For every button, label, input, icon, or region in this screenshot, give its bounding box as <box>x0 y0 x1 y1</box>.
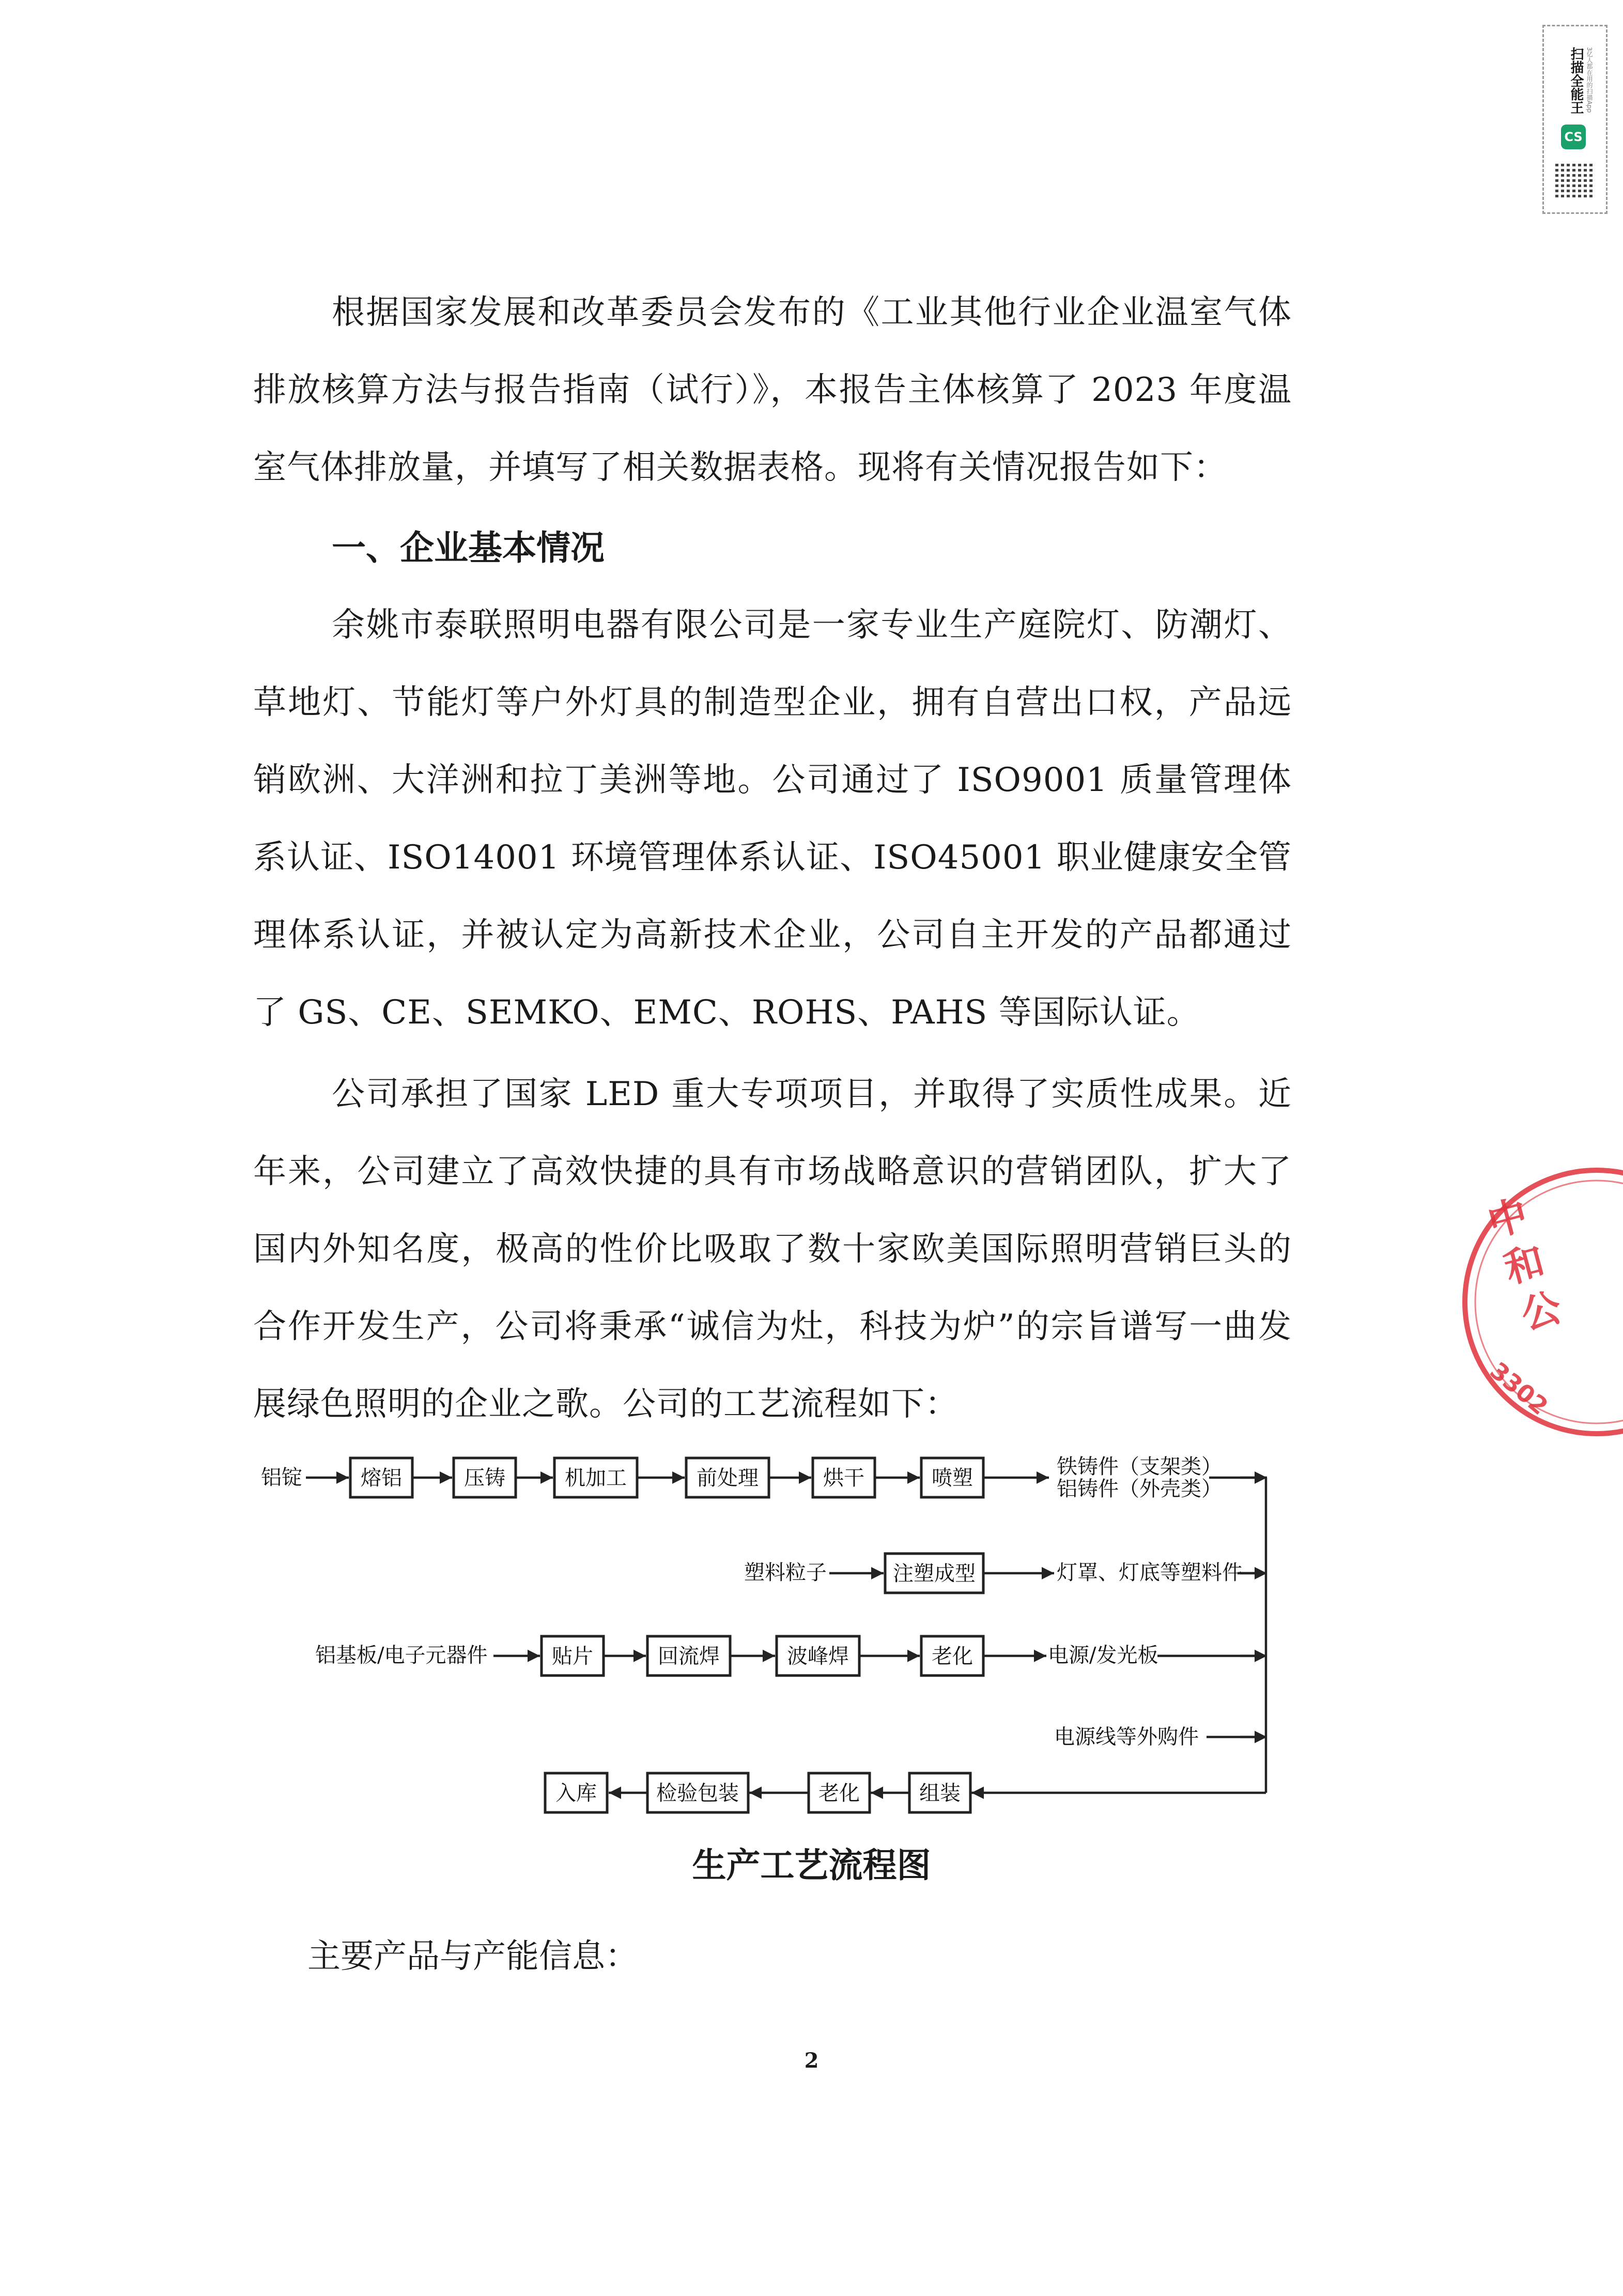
flow-step-final-aging <box>809 1773 870 1812</box>
subheading-products: 主要产品与产能信息： <box>307 1937 638 1976</box>
flow-step-reflow-soldering <box>647 1636 730 1676</box>
section-heading: 一、企业基本情况 <box>332 528 605 568</box>
flow-step-assembly <box>909 1773 970 1812</box>
flow-output-power-board: 电源/发光板 <box>1048 1643 1158 1667</box>
flow-step-spray-coating <box>921 1458 983 1497</box>
flow-input-purchased-parts: 电源线等外购件 <box>1054 1725 1199 1749</box>
svg-text:检验包装: 检验包装 <box>656 1781 739 1805</box>
flow-step-inspection-packing <box>647 1773 748 1812</box>
flow-step-warehousing <box>545 1773 607 1812</box>
flow-step-smt-placement <box>542 1636 604 1676</box>
flow-step-machining <box>554 1458 637 1497</box>
flow-step-pretreatment <box>686 1458 769 1497</box>
svg-text:喷塑: 喷塑 <box>932 1466 973 1490</box>
svg-text:老化: 老化 <box>932 1645 973 1668</box>
svg-text:波峰焊: 波峰焊 <box>787 1645 849 1668</box>
flow-step-wave-soldering <box>777 1636 859 1676</box>
svg-text:压铸: 压铸 <box>464 1466 505 1490</box>
svg-text:烘干: 烘干 <box>823 1466 864 1490</box>
flow-output-iron-castings: 铁铸件（支架类） <box>1057 1455 1222 1479</box>
flow-input-substrate-components: 铝基板/电子元器件 <box>315 1643 488 1667</box>
scanner-tagline: 3亿人都在用的扫描App <box>1586 47 1593 113</box>
flow-input-aluminum-ingot: 铝锭 <box>261 1466 302 1490</box>
svg-text:前处理: 前处理 <box>697 1466 759 1490</box>
figure-caption: 生产工艺流程图 <box>692 1845 931 1885</box>
flow-step-die-casting <box>454 1458 516 1497</box>
seal-code: 3302 <box>1485 1356 1554 1421</box>
flow-output-aluminum-castings: 铝铸件（外壳类） <box>1057 1477 1222 1501</box>
svg-text:入库: 入库 <box>555 1781 597 1805</box>
flow-step-aging <box>921 1636 983 1676</box>
svg-text:机加工: 机加工 <box>565 1466 627 1490</box>
svg-text:组装: 组装 <box>919 1781 961 1805</box>
flow-step-melting <box>350 1458 412 1497</box>
paragraph-intro: 根据国家发展和改革委员会发布的《工业其他行业企业温室气体排放核算方法与报告指南（试行）》，本报告主体核算了 2023 年度温室气体排放量，并填写了相关数据表格。现将有关情况报告如下： <box>253 293 1292 487</box>
svg-text:注塑成型: 注塑成型 <box>893 1562 976 1586</box>
seal-text: 中和公 <box>1482 1191 1566 1339</box>
svg-text:熔铝: 熔铝 <box>361 1466 402 1490</box>
flow-output-plastic-parts: 灯罩、灯底等塑料件 <box>1057 1561 1243 1585</box>
page-number: 2 <box>804 2049 819 2073</box>
scanner-app-name: 扫描全能王 <box>1568 47 1584 114</box>
svg-text:老化: 老化 <box>818 1781 860 1805</box>
svg-text:回流焊: 回流焊 <box>658 1645 720 1668</box>
flow-step-injection-molding <box>885 1554 983 1593</box>
svg-text:贴片: 贴片 <box>552 1645 593 1668</box>
flow-step-drying <box>813 1458 875 1497</box>
scanner-logo-icon: CS <box>1561 125 1586 149</box>
paragraph-company: 余姚市泰联照明电器有限公司是一家专业生产庭院灯、防潮灯、草地灯、节能灯等户外灯具的制造型企业，拥有自营出口权，产品远销欧洲、大洋洲和拉丁美洲等地。公司通过了 ISO9001 质量管理体系认证、ISO14001 环境管理体系认证、ISO45001 职业健康安全管理体系认证，并被认定为高新技术企业，公司自主开发的产品都通过了 GS、CE、SEMKO、EMC、ROHS、PAHS 等国际认证。 <box>253 606 1292 1032</box>
flow-input-plastic-pellets: 塑料粒子 <box>744 1561 827 1585</box>
paragraph-achievements: 公司承担了国家 LED 重大专项项目，并取得了实质性成果。近年来，公司建立了高效快捷的具有市场战略意识的营销团队，扩大了国内外知名度，极高的性价比吸取了数十家欧美国际照明营销巨头的合作开发生产，公司将秉承“诚信为灶，科技为炉”的宗旨谱写一曲发展绿色照明的企业之歌。公司的工艺流程如下： <box>253 1075 1292 1423</box>
red-seal-stamp <box>1442 1157 1623 1447</box>
